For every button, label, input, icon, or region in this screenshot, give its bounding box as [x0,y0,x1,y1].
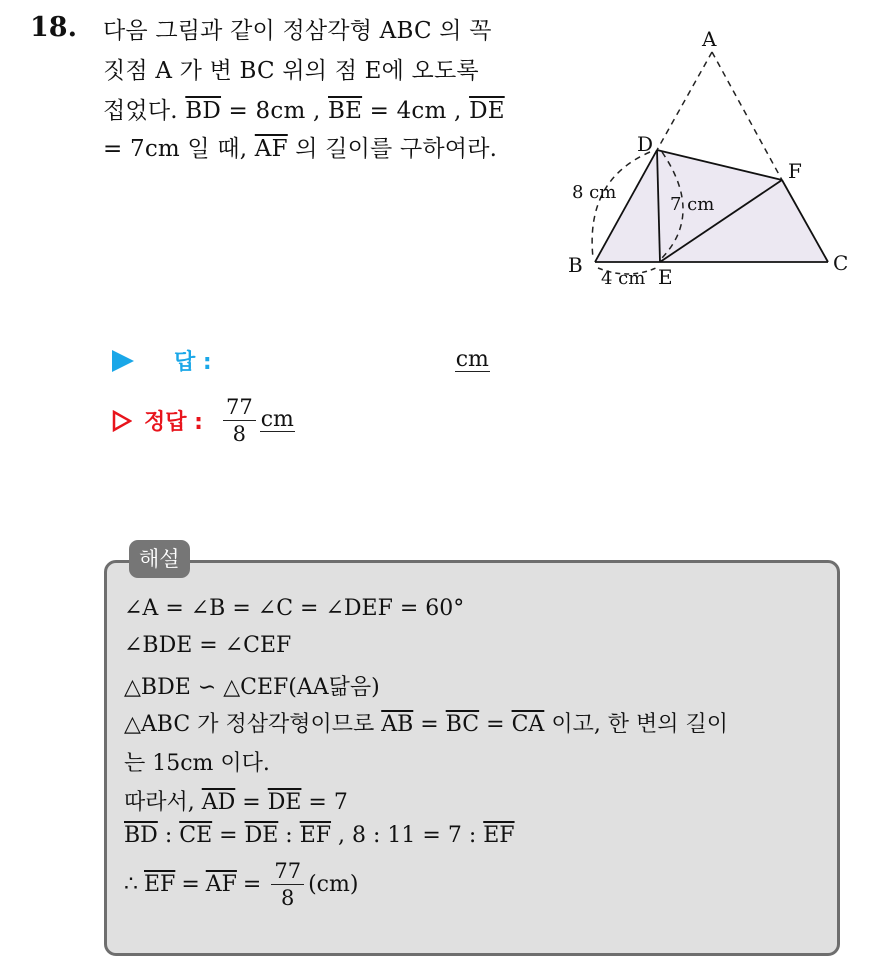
length-be: 4 cm [601,268,646,289]
dashed-edge-af [712,52,782,180]
question-line-2: 짓점 A 가 변 BC 위의 점 E에 오도록 [103,58,479,84]
segment-bd: $\overline{BD}$ [185,98,222,124]
label-a: A [702,27,717,51]
label-c: C [833,251,849,275]
solution-tag: 해설 [129,540,190,578]
label-f: F [788,159,802,183]
solution-line-6: 따라서, $\overline{AD} = \overline{DE} = 7$ [124,790,348,815]
answer-unit: cm [455,347,489,372]
question-number: 18. [30,12,77,43]
solution-line-2: ∠BDE = ∠CEF [124,633,292,658]
solution-line-3: △BDE ∽ △CEF(AA닮음) [124,675,380,700]
label-d: D [637,132,654,156]
dashed-edge-ad [657,52,712,150]
solution-line-1: ∠A = ∠B = ∠C = ∠DEF = 60° [124,596,465,621]
correct-answer-unit: cm [260,407,294,433]
solution-line-8: ∴ $\overline{EF}$ = $\overline{AF}$ = $\frac{77}{8}$ (cm) [124,859,359,911]
segment-be: $\overline{BE}$ [328,98,363,124]
outline-triangle-icon [112,410,132,432]
fraction-numerator: 77 [223,396,256,421]
answer-label: 답 : [174,350,212,375]
segment-de: $\overline{DE}$ [469,98,505,124]
solution-line-7: $\overline{BD}$ : $\overline{CE} = \overline{DE}$ : $\overline{EF}$ , 8 : 11 = 7 : $\overline{EF}$ [124,823,515,848]
folded-triangle-figure [560,20,860,300]
length-bd: 8 cm [572,182,617,203]
question-line-4: = 7cm 일 때, $\overline{AF}$ 의 길이를 구하여라. [103,136,498,162]
solution-fraction: $\frac{77}{8}$ [271,860,304,909]
question-line-3: 접었다. $\overline{BD} = 8cm$ , $\overline{BE} = 4cm$ , $\overline{DE}$ [103,98,505,124]
answer-row [112,345,490,376]
solution-line-4: △ABC 가 정삼각형이므로 $\overline{AB} = \overline{BC} = \overline{CA}$ 이고, 한 변의 길이 [124,712,729,737]
fraction-denominator: 8 [232,422,247,447]
question-line-1: 다음 그림과 같이 정삼각형 ABC 의 꼭 [103,18,492,44]
label-b: B [568,253,583,277]
correct-answer-label: 정답 : [144,410,203,436]
length-de: 7 cm [670,194,715,215]
correct-answer-fraction [223,396,256,445]
label-e: E [658,265,673,289]
correct-answer-row [112,396,295,445]
segment-af: $\overline{AF}$ [254,136,288,162]
play-triangle-icon [112,350,134,372]
solution-line-5: 는 15cm 이다. [124,751,270,776]
